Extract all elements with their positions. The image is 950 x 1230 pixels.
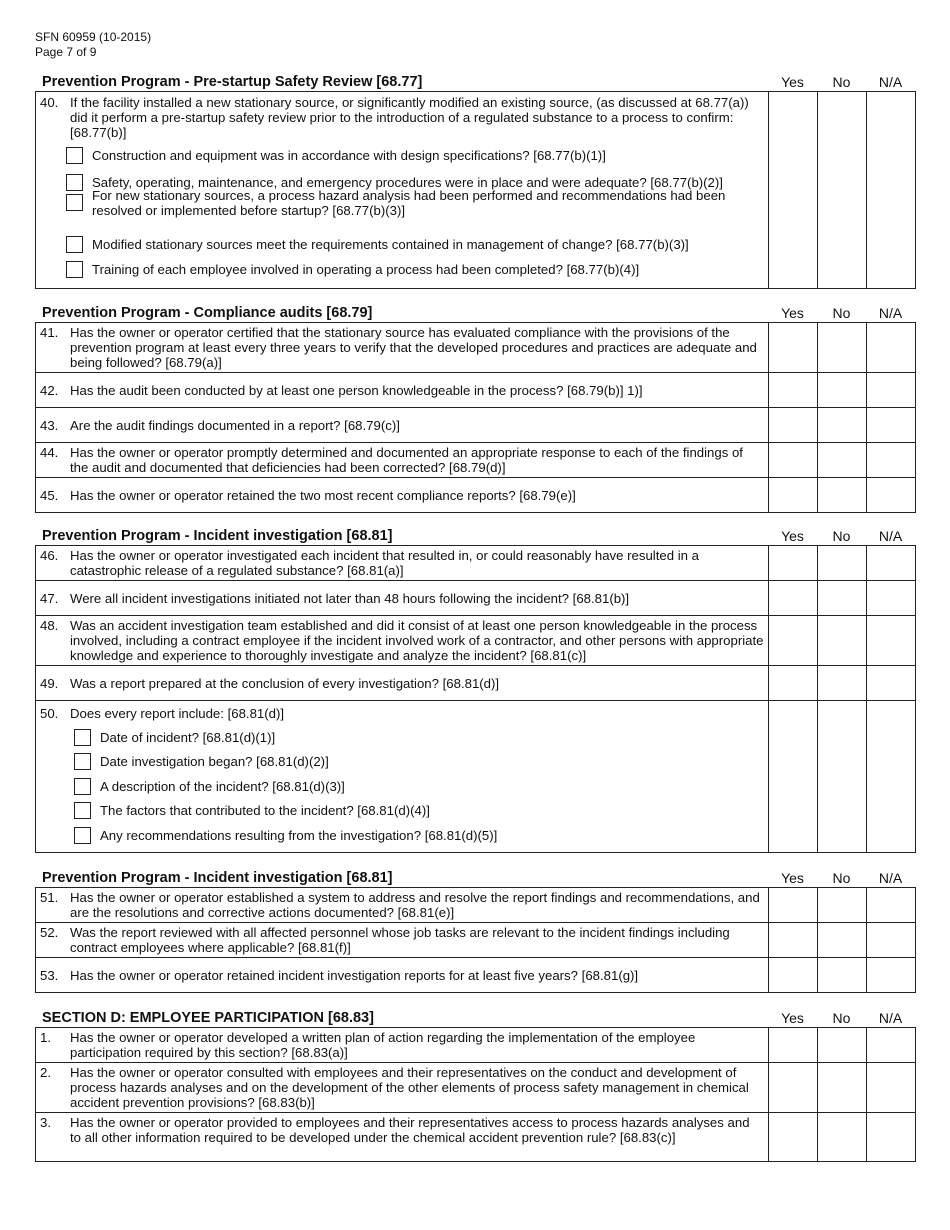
yes-cell[interactable]	[769, 443, 818, 478]
yes-cell[interactable]	[769, 958, 818, 993]
question-table	[35, 1027, 916, 1162]
col-yes-header: Yes	[781, 870, 804, 886]
checkbox[interactable]	[74, 753, 91, 770]
yes-cell[interactable]	[769, 373, 818, 408]
yes-cell[interactable]	[769, 1113, 818, 1162]
list-item: Safety, operating, maintenance, and emergency procedures were in place and were adequate? [68.77(b)(2)]	[66, 170, 764, 194]
table-row	[36, 373, 916, 408]
no-cell[interactable]	[818, 701, 867, 853]
question-text: Has the owner or operator developed a written plan of action regarding the implementation of the employee participation required by this section? [68.83(a)]	[70, 1030, 696, 1060]
no-cell[interactable]	[818, 478, 867, 513]
section-title: Prevention Program - Compliance audits [68.79]	[42, 305, 373, 321]
page-number: Page 7 of 9	[35, 45, 97, 59]
table-row	[36, 1063, 916, 1113]
list-item: Date of incident? [68.81(d)(1)]	[74, 725, 768, 750]
yes-cell[interactable]	[769, 323, 818, 373]
question-text: Are the audit findings documented in a report? [68.79(c)]	[70, 417, 400, 433]
col-yes-header: Yes	[781, 528, 804, 544]
question-number: 47.	[40, 590, 59, 606]
na-cell[interactable]	[867, 478, 916, 513]
list-item: The factors that contributed to the incident? [68.81(d)(4)]	[74, 799, 768, 824]
yes-cell[interactable]	[769, 581, 818, 616]
no-cell[interactable]	[818, 546, 867, 581]
list-item: Date investigation began? [68.81(d)(2)]	[74, 750, 768, 775]
question-number: 40.	[40, 95, 59, 110]
na-cell[interactable]	[867, 546, 916, 581]
table-row	[36, 443, 916, 478]
section-title: SECTION D: EMPLOYEE PARTICIPATION [68.83]	[42, 1010, 374, 1026]
list-item: Construction and equipment was in accordance with design specifications? [68.77(b)(1)]	[66, 143, 764, 167]
question-text: Has the owner or operator retained the two most recent compliance reports? [68.79(e)]	[70, 487, 576, 503]
question-number: 43.	[40, 417, 59, 433]
col-no-header: No	[832, 74, 851, 90]
question-text: Was a report prepared at the conclusion of every investigation? [68.81(d)]	[70, 675, 500, 691]
question-number: 42.	[40, 382, 59, 398]
na-cell[interactable]	[867, 373, 916, 408]
col-no-header: No	[832, 528, 851, 544]
question-number: 44.	[40, 445, 59, 460]
no-cell[interactable]	[818, 616, 867, 666]
list-item: A description of the incident? [68.81(d)(3)]	[74, 774, 768, 799]
checkbox[interactable]	[74, 802, 91, 819]
question-text: Has the owner or operator certified that the stationary source has evaluated compliance with the provisions of the prevention program at least every three years to verify that the developed procedures and practices are adequate and being followed? [68.79(a)]	[70, 325, 757, 370]
section-incident-investigation-2	[35, 868, 916, 993]
na-cell[interactable]	[867, 92, 916, 289]
question-number: 53.	[40, 967, 59, 983]
yes-cell[interactable]	[769, 408, 818, 443]
question-text: Was the report reviewed with all affected personnel whose job tasks are relevant to the incident findings including contract employees where applicable? [68.81(f)]	[70, 925, 730, 955]
col-yes-header: Yes	[781, 1010, 804, 1026]
question-number: 46.	[40, 548, 59, 563]
section-pre-startup-review	[35, 72, 916, 289]
table-row	[36, 1028, 916, 1063]
list-item: Any recommendations resulting from the investigation? [68.81(d)(5)]	[74, 823, 768, 848]
section-title: Prevention Program - Pre-startup Safety Review [68.77]	[42, 74, 423, 90]
question-table	[35, 887, 916, 993]
no-cell[interactable]	[818, 443, 867, 478]
section-title: Prevention Program - Incident investigation [68.81]	[42, 528, 393, 544]
question-number: 51.	[40, 890, 59, 905]
form-header	[35, 30, 151, 60]
section-compliance-audits	[35, 303, 916, 513]
no-cell[interactable]	[818, 373, 867, 408]
question-table	[35, 322, 916, 513]
no-cell[interactable]	[818, 666, 867, 701]
checkbox[interactable]	[66, 236, 83, 253]
list-item: Modified stationary sources meet the requirements contained in management of change? [68.77(b)(3)]	[66, 232, 764, 256]
na-cell[interactable]	[867, 1063, 916, 1113]
checkbox[interactable]	[66, 147, 83, 164]
question-text: Was an accident investigation team established and did it consist of at least one person knowledgeable in the process involved, including a contract employee if the incident involved work of a contractor, and other persons with appropriate knowledge and experience to thoroughly investigate and analyze the incident? [68.81(c)]	[70, 618, 764, 663]
checkbox[interactable]	[74, 729, 91, 746]
question-number: 52.	[40, 925, 59, 940]
na-cell[interactable]	[867, 616, 916, 666]
question-text: Has the owner or operator retained incident investigation reports for at least five years? [68.81(g)]	[70, 967, 639, 983]
no-cell[interactable]	[818, 581, 867, 616]
question-table	[35, 545, 916, 853]
col-na-header: N/A	[878, 1010, 903, 1026]
no-cell[interactable]	[818, 1063, 867, 1113]
na-cell[interactable]	[867, 581, 916, 616]
col-no-header: No	[832, 305, 851, 321]
question-number: 2.	[40, 1065, 51, 1080]
no-cell[interactable]	[818, 923, 867, 958]
question-text: If the facility installed a new stationary source, or significantly modified an existing source, (as discussed at 68.77(a)) did it perform a pre-startup safety review prior to the introduction of a regulated substance to a process to confirm: [68.77(b)]	[70, 95, 749, 140]
table-row	[36, 581, 916, 616]
table-row	[36, 701, 916, 853]
checkbox[interactable]	[66, 194, 83, 211]
no-cell[interactable]	[818, 1113, 867, 1162]
table-row	[36, 1113, 916, 1162]
table-row	[36, 546, 916, 581]
no-cell[interactable]	[818, 323, 867, 373]
na-cell[interactable]	[867, 958, 916, 993]
yes-cell[interactable]	[769, 1028, 818, 1063]
no-cell[interactable]	[818, 1028, 867, 1063]
list-item: For new stationary sources, a process hazard analysis had been performed and recommendations had been resolved or implemented before startup? [68.77(b)(3)]	[66, 188, 764, 222]
question-number: 49.	[40, 675, 59, 691]
col-na-header: N/A	[878, 305, 903, 321]
na-cell[interactable]	[867, 443, 916, 478]
na-cell[interactable]	[867, 323, 916, 373]
form-id: SFN 60959 (10-2015)	[35, 30, 152, 44]
table-row	[36, 478, 916, 513]
question-number: 41.	[40, 325, 59, 340]
yes-cell[interactable]	[769, 888, 818, 923]
question-text: Has the audit been conducted by at least one person knowledgeable in the process? [68.79(b)] 1)]	[70, 382, 643, 398]
no-cell[interactable]	[818, 92, 867, 289]
col-na-header: N/A	[878, 528, 903, 544]
question-number: 48.	[40, 618, 59, 633]
yes-cell[interactable]	[769, 478, 818, 513]
col-yes-header: Yes	[781, 305, 804, 321]
section-employee-participation	[35, 1008, 916, 1162]
question-text: Were all incident investigations initiated not later than 48 hours following the incident? [68.81(b)]	[70, 590, 630, 606]
question-table	[35, 91, 916, 289]
yes-cell[interactable]	[769, 701, 818, 853]
col-no-header: No	[832, 1010, 851, 1026]
question-text: Has the owner or operator consulted with employees and their representatives on the conduct and development of process hazards analyses and on the development of the other elements of process safety management in chemical accident prevention provisions? [68.83(b)]	[70, 1065, 749, 1110]
checkbox[interactable]	[74, 827, 91, 844]
list-item: Training of each employee involved in operating a process had been completed? [68.77(b)(4)]	[66, 257, 764, 281]
question-text: Has the owner or operator investigated each incident that resulted in, or could reasonably have resulted in a catastrophic release of a regulated substance? [68.81(a)]	[70, 548, 699, 578]
question-number: 3.	[40, 1115, 51, 1130]
table-row	[36, 323, 916, 373]
section-title: Prevention Program - Incident investigation [68.81]	[42, 870, 393, 886]
na-cell[interactable]	[867, 666, 916, 701]
na-cell[interactable]	[867, 1113, 916, 1162]
no-cell[interactable]	[818, 958, 867, 993]
table-row	[36, 888, 916, 923]
question-text: Has the owner or operator provided to employees and their representatives access to process hazards analyses and to all other information required to be developed under the chemical accident prevention rule? [68.83(c)]	[70, 1115, 750, 1145]
question-text: Does every report include: [68.81(d)]	[70, 706, 285, 721]
question-number: 50.	[40, 706, 59, 721]
table-row	[36, 92, 916, 289]
checkbox[interactable]	[66, 261, 83, 278]
checkbox[interactable]	[74, 778, 91, 795]
col-no-header: No	[832, 870, 851, 886]
yes-cell[interactable]	[769, 1063, 818, 1113]
col-yes-header: Yes	[781, 74, 804, 90]
col-na-header: N/A	[878, 74, 903, 90]
yes-cell[interactable]	[769, 616, 818, 666]
na-cell[interactable]	[867, 1028, 916, 1063]
yes-cell[interactable]	[769, 666, 818, 701]
no-cell[interactable]	[818, 408, 867, 443]
question-number: 1.	[40, 1030, 51, 1045]
col-na-header: N/A	[878, 870, 903, 886]
table-row	[36, 408, 916, 443]
yes-cell[interactable]	[769, 546, 818, 581]
table-row	[36, 616, 916, 666]
question-text: Has the owner or operator established a system to address and resolve the report findings and recommendations, and are the resolutions and corrective actions documented? [68.81(e)]	[70, 890, 760, 920]
question-text: Has the owner or operator promptly determined and documented an appropriate response to each of the findings of the audit and documented that deficiencies had been corrected? [68.79(d)]	[70, 445, 743, 475]
na-cell[interactable]	[867, 701, 916, 853]
checkbox[interactable]	[66, 174, 83, 191]
yes-cell[interactable]	[769, 923, 818, 958]
na-cell[interactable]	[867, 923, 916, 958]
yes-cell[interactable]	[769, 92, 818, 289]
section-incident-investigation	[35, 526, 916, 853]
no-cell[interactable]	[818, 888, 867, 923]
table-row	[36, 666, 916, 701]
question-number: 45.	[40, 487, 59, 503]
table-row	[36, 958, 916, 993]
na-cell[interactable]	[867, 888, 916, 923]
table-row	[36, 923, 916, 958]
na-cell[interactable]	[867, 408, 916, 443]
